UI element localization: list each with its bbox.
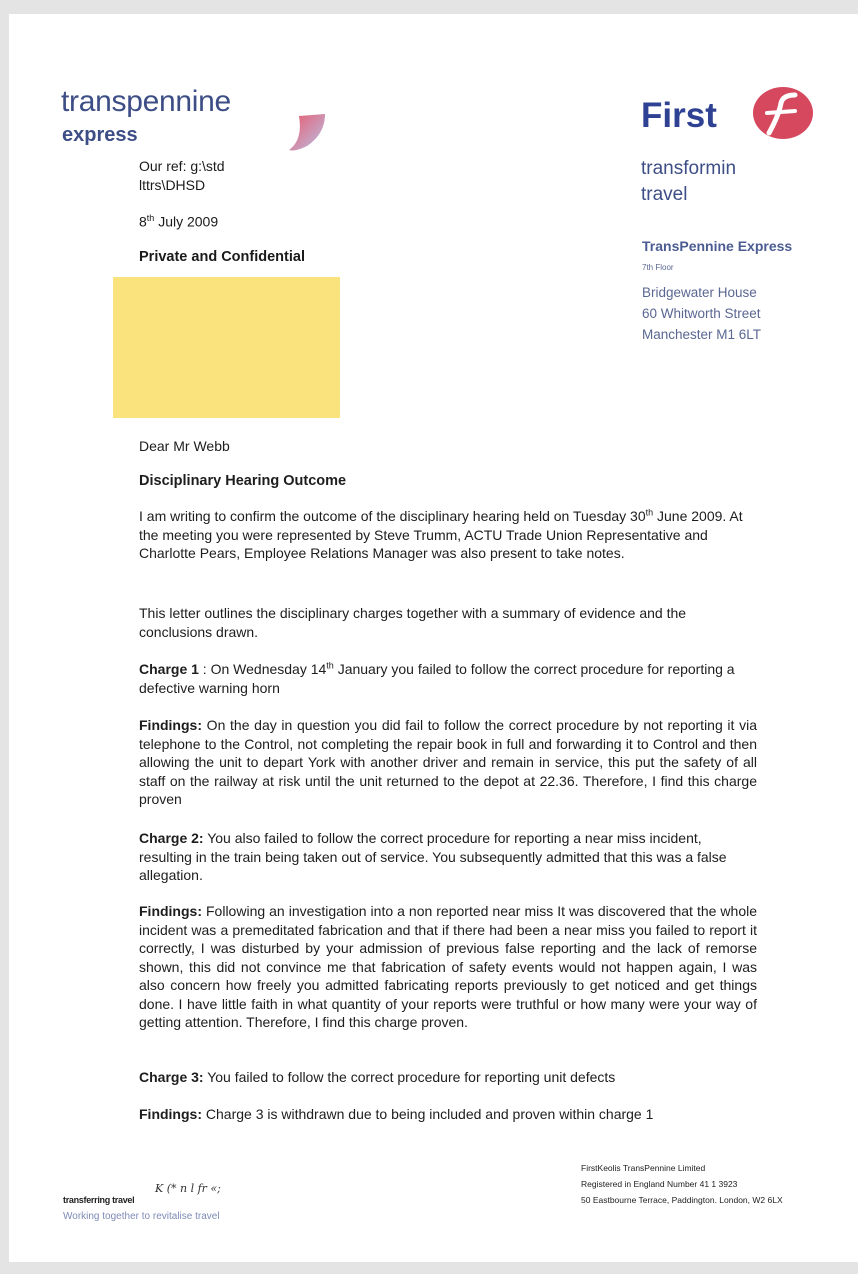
charge-1-sup: th [326,660,334,671]
address-company: TransPennine Express [642,238,793,254]
footer-tagline: Working together to revitalise travel [63,1211,220,1222]
redacted-recipient-address [113,277,340,418]
address-block [642,282,761,345]
charge-3 [139,1068,757,1087]
reference-line2: lttrs\DHSD [139,177,206,193]
salutation: Dear Mr Webb [139,438,230,454]
findings-3 [139,1105,757,1124]
address-line3: Manchester M1 6LT [642,327,762,342]
footer-registration [581,1160,783,1208]
first-f-logo-icon [749,85,813,141]
footer-script-text: K (* n l fr «; [155,1182,221,1195]
charge-1-text-a: : On Wednesday 14 [198,661,327,677]
findings-3-label: Findings: [139,1106,202,1122]
subject-heading: Disciplinary Hearing Outcome [139,473,347,489]
charge-3-text: You failed to follow the correct procedure for reporting unit defects [203,1069,616,1085]
address-line2: 60 Whitworth Street [642,306,761,321]
first-logo-text: First [641,96,717,135]
footer-registered-address: 50 Eastbourne Terrace, Paddington. London, W2 6LX [581,1195,783,1205]
tpe-logo-text: transpennine [61,85,231,118]
findings-2 [139,902,757,1032]
outline-paragraph: This letter outlines the disciplinary charges together with a summary of evidence and the conclusions drawn. [139,605,687,640]
intro-sup: th [645,507,654,518]
charge-2 [139,829,757,885]
findings-2-label: Findings: [139,903,202,919]
charge-1-label: Charge 1 [139,661,199,677]
findings-3-text: Charge 3 is withdrawn due to being included and proven within charge 1 [202,1106,654,1122]
swoosh-icon [285,112,327,154]
footer-company-name: FirstKeolis TransPennine Limited [581,1163,706,1173]
first-tagline-line2: travel [641,184,688,205]
address-floor: 7th Floor [642,263,674,272]
charge-2-text: You also failed to follow the correct procedure for reporting a near miss incident, resulting in the train being taken out of service. You subsequently admitted that this was a false allegation. [139,830,727,883]
reference [139,157,225,195]
letter-page [9,14,858,1262]
date-month-year: July 2009 [154,213,219,230]
findings-1-label: Findings: [139,717,202,733]
findings-1-text: On the day in question you did fail to follow the correct procedure by not reporting it via telephone to the Control, not completing the repair book in full and forwarding it to Control and then allowing the unit to depart York with another driver and remain in service, this put the safety of all staff on the railway at risk until the unit returned to the depot at 22.36. Therefore, I find this charge proven [139,717,757,807]
address-line1: Bridgewater House [642,285,757,300]
charge-2-label: Charge 2: [139,830,204,846]
findings-1 [139,716,757,809]
charge-3-label: Charge 3: [139,1069,204,1085]
letter-date [139,213,218,230]
charge-1 [139,660,757,697]
first-tagline-line1: transformin [641,158,737,179]
footer-brand-small: transferring travel [63,1195,135,1205]
intro-paragraph [139,507,757,563]
first-tagline [641,156,736,208]
intro-text-b: June 2009. At the meeting you were represented by Steve Trumm, ACTU Trade Union Representative and Charlotte Pears, Employee Relations Manager was also present to take notes. [139,508,743,561]
tpe-logo-subtext: express [62,124,138,146]
date-suffix: th [146,213,155,223]
private-heading: Private and Confidential [139,249,305,265]
charge-1-text-b: January you failed to follow the correct procedure for reporting a defective warning horn [139,661,735,696]
reference-line1: Our ref: g:\std [139,158,225,174]
findings-2-text: Following an investigation into a non reported near miss It was discovered that the whole incident was a premeditated fabrication and that if there had been a near miss you failed to report it correctly, I was disturbed by your admission of previous false reporting and the lack of remorse shown, this did not convince me that fabrication of safety events would not happen again, I was also concern how freely you admitted fabricating reports previously to get noticed and get things done. I have little faith in what quantity of your reports were truthful or how many were your way of getting attention. Therefore, I find this charge proven. [139,903,757,1030]
date-day: 8 [139,213,147,230]
footer-registration-number: Registered in England Number 41 1 3923 [581,1179,738,1189]
intro-text-a: I am writing to confirm the outcome of the disciplinary hearing held on Tuesday 30 [139,508,646,524]
